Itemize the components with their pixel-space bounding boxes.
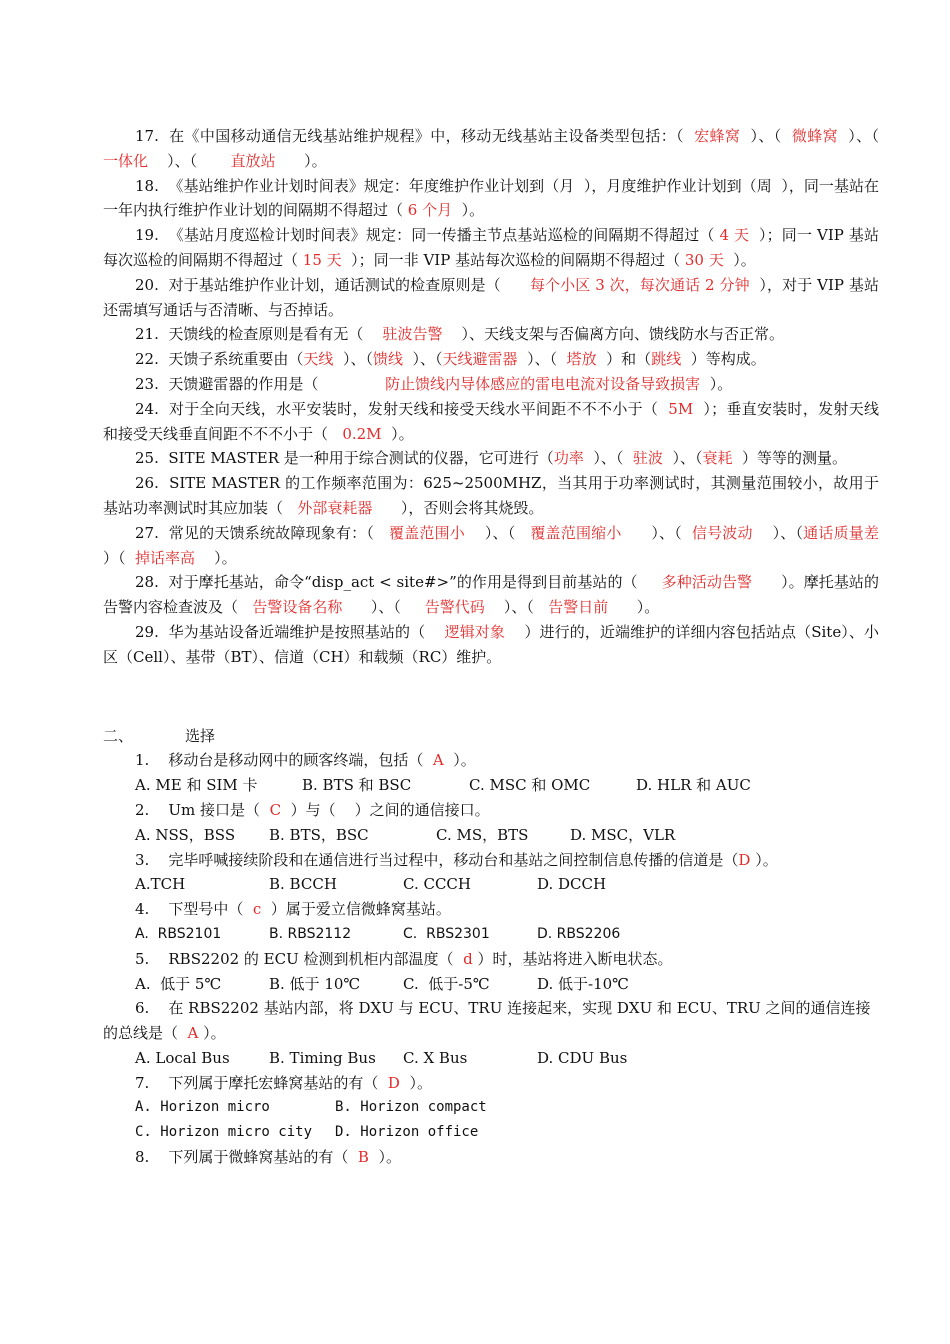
answer-text: 衰耗 <box>702 449 733 468</box>
answer-option: A. Local Bus <box>135 1048 230 1067</box>
option-row <box>103 1095 879 1120</box>
option-row <box>103 922 879 947</box>
option-row <box>103 1046 879 1071</box>
section-title: 选择 <box>185 726 216 745</box>
answer-option: D. CDU Bus <box>537 1048 628 1067</box>
answer-option: A. 低于 5℃ <box>135 974 222 993</box>
answer-option: A. ME 和 SIM 卡 <box>135 776 258 795</box>
question-text: 3. 完毕呼喊接续阶段和在通信进行当过程中，移动台和基站之间控制信息传播的信道是（ <box>135 850 739 869</box>
answer-text: 功率 <box>553 449 584 468</box>
question-text: 6. 在 RBS2202 基站内部，将 DXU 与 ECU、TRU 连接起来，实现 DXU 和 ECU、TRU 之间的通信连接的总线是（ <box>103 999 871 1043</box>
question-text: 4. 下型号中（ <box>135 900 253 919</box>
question-text: ）、（ <box>837 127 889 145</box>
answer-option: A. Horizon micro <box>135 1099 270 1116</box>
answer-text: d <box>463 949 473 968</box>
answer-text: 掉话率高 <box>135 548 196 567</box>
answer-option: C. RBS2301 <box>403 925 490 942</box>
answer-text: 外部衰耗器 <box>297 498 373 517</box>
answer-text: C <box>269 800 282 819</box>
answer-option: B. BCCH <box>269 875 337 894</box>
fill-question-q25 <box>103 446 879 471</box>
answer-text: 馈线 <box>372 350 403 369</box>
fill-question-q29 <box>103 620 879 670</box>
answer-text: 每个小区 3 次，每次通话 2 分钟 <box>529 275 750 294</box>
fill-question-q23 <box>103 372 879 397</box>
choice-question-c6 <box>103 996 879 1046</box>
question-text: ）时，基站将进入断电状态。 <box>472 949 673 968</box>
answer-text: 逻辑对象 <box>444 622 505 641</box>
answer-option: A. RBS2101 <box>135 925 222 942</box>
question-text: ）等等的测量。 <box>732 449 848 468</box>
fill-question-q26 <box>103 471 879 521</box>
answer-option: B. BTS，BSC <box>269 825 369 844</box>
answer-text: 通话质量差 <box>803 523 879 542</box>
question-text: ）。 <box>443 751 476 770</box>
question-text: ）进行的，近端维护的详细内容包括站点（Site）、小区（Cell）、基带（BT）、信道（CH）和载频（RC）维护。 <box>103 622 879 666</box>
answer-option: C. MSC 和 OMC <box>469 776 591 795</box>
question-text: ）；同一非 VIP 基站每次巡检的间隔期不得超过（ <box>341 250 685 269</box>
question-text: ）与（ ）之间的通信接口。 <box>281 800 490 819</box>
choice-question-c8 <box>103 1145 879 1170</box>
question-text: 8. 下列属于微蜂窝基站的有（ <box>135 1148 358 1167</box>
fill-question-q17 <box>103 124 889 174</box>
fill-question-q27 <box>103 521 899 571</box>
document-body <box>103 124 899 1170</box>
fill-question-q19 <box>103 223 879 273</box>
answer-option: B. 低于 10℃ <box>269 974 361 993</box>
choice-question-c5 <box>103 947 879 972</box>
answer-option: D. Horizon office <box>335 1124 479 1141</box>
answer-option: B. RBS2112 <box>269 925 352 942</box>
question-text: ）。 <box>381 424 414 443</box>
question-text: 29. 华为基站设备近端维护是按照基站的（ <box>135 622 445 641</box>
section-heading <box>103 724 879 749</box>
fill-in-section <box>103 124 899 670</box>
answer-text: A <box>432 751 444 770</box>
question-text: ）、（ <box>583 449 633 468</box>
question-text: ）。 <box>275 151 327 170</box>
option-row <box>103 972 879 997</box>
question-text: ）。 <box>452 201 485 220</box>
question-text: ）。 <box>195 548 237 567</box>
question-text: ）。 <box>368 1148 401 1167</box>
question-text: 2. Um 接口是（ <box>135 800 270 819</box>
answer-text: 驻波 <box>632 449 663 468</box>
answer-text: 直放站 <box>230 151 276 170</box>
question-text: ）。 <box>723 250 756 269</box>
answer-text: D <box>387 1073 400 1092</box>
question-text: ）、（ <box>662 449 703 468</box>
question-text: 1. 移动台是移动网中的顾客终端，包括（ <box>135 751 433 770</box>
question-text: 7. 下列属于摩托宏蜂窝基站的有（ <box>135 1073 388 1092</box>
answer-option: A.TCH <box>135 875 186 894</box>
question-text: 28. 对于摩托基站，命令“disp_act < site#>”的作用是得到目前基站的（ <box>135 573 662 592</box>
answer-text: 宏蜂窝 <box>694 127 741 145</box>
answer-option: B. BTS 和 BSC <box>302 776 412 795</box>
question-text: ）、（ <box>402 350 443 369</box>
question-text: ），对于 VIP 基站还需填写通话与否清晰、与否掉话。 <box>103 275 879 319</box>
question-text: 24. 对于全向天线，水平安装时，发射天线和接受天线水平间距不不不小于（ <box>135 399 669 418</box>
answer-option: C. 低于-5℃ <box>403 974 490 993</box>
answer-text: 0.2M <box>342 424 382 443</box>
fill-question-q20 <box>103 273 879 323</box>
question-text: ）、（ <box>464 523 531 542</box>
fill-question-q18 <box>103 174 879 224</box>
choice-section <box>103 724 879 1170</box>
answer-text: 微蜂窝 <box>791 127 838 145</box>
answer-text: 4 天 <box>719 226 750 245</box>
answer-option: A. NSS，BSS <box>135 825 236 844</box>
answer-option: C. CCCH <box>403 875 471 894</box>
fill-question-q22 <box>103 347 879 372</box>
option-row <box>103 1120 879 1145</box>
answer-option: D. HLR 和 AUC <box>636 776 751 795</box>
answer-text: 跳线 <box>651 350 682 369</box>
question-text: 27. 常见的天馈系统故障现象有：（ <box>135 523 389 542</box>
answer-text: 塔放 <box>566 350 597 369</box>
answer-option: B. Horizon compact <box>335 1099 487 1116</box>
answer-text: 天线 <box>303 350 334 369</box>
question-text: ），否则会将其烧毁。 <box>372 498 544 517</box>
answer-text: 多种活动告警 <box>661 573 753 592</box>
question-text: ）属于爱立信微蜂窝基站。 <box>261 900 451 919</box>
option-row <box>103 773 879 798</box>
question-text: ）。摩托基站的告警内容检查波及（ <box>103 573 879 617</box>
question-text: 18. 《基站维护作业计划时间表》规定：年度维护作业计划到（月 ），月度维护作业计划到（周 ），同一基站在一年内执行维护作业计划的间隔期不得超过（ <box>103 176 879 220</box>
choice-question-list <box>103 748 879 1170</box>
answer-text: A <box>187 1024 199 1043</box>
answer-text: 覆盖范围缩小 <box>530 523 622 542</box>
question-text: 19. 《基站月度巡检计划时间表》规定：同一传播主节点基站巡检的间隔期不得超过（ <box>135 226 720 245</box>
answer-option: B. Timing Bus <box>269 1048 376 1067</box>
answer-text: 告警代码 <box>424 598 485 617</box>
fill-question-q21 <box>103 322 879 347</box>
choice-question-c4 <box>103 897 879 922</box>
answer-text: 一体化 <box>103 151 149 170</box>
question-text: ）；同一 VIP 基站每次巡检的间隔期不得超过（ <box>103 226 879 269</box>
answer-option: D. 低于-10℃ <box>537 974 629 993</box>
answer-option: D. MSC，VLR <box>570 825 676 844</box>
section-number: 二、 <box>103 726 134 745</box>
answer-text: 信号波动 <box>691 523 753 542</box>
answer-text: 30 天 <box>684 250 724 269</box>
question-text: ）（ <box>103 523 899 567</box>
question-text: ）。 <box>608 598 660 617</box>
question-text: 25. SITE MASTER 是一种用于综合测试的仪器，它可进行（ <box>135 449 554 468</box>
option-row <box>103 872 879 897</box>
question-text: 21. 天馈线的检查原则是看有无（ <box>135 325 383 344</box>
answer-text: 告警日前 <box>548 598 609 617</box>
question-text: ）。 <box>399 1073 432 1092</box>
question-text: ）、天线支架与否偏离方向、馈线防水与否正常。 <box>442 325 785 344</box>
answer-text: D <box>738 850 751 869</box>
question-text: ）、（ <box>517 350 567 369</box>
question-text: ）、（ <box>484 598 549 617</box>
answer-text: 驻波告警 <box>382 325 443 344</box>
choice-question-c1 <box>103 748 879 773</box>
question-text: 23. 天馈避雷器的作用是（ <box>135 374 386 393</box>
answer-text: 5M <box>668 399 694 418</box>
fill-question-q28 <box>103 570 879 620</box>
answer-text: 天线避雷器 <box>442 350 518 369</box>
question-text: ）；垂直安装时，发射天线和接受天线垂直间距不不不小于（ <box>103 399 879 443</box>
choice-question-c3 <box>103 848 879 873</box>
question-text: ）等构成。 <box>681 350 766 369</box>
question-text: ）、（ <box>740 127 792 145</box>
answer-option: C. X Bus <box>403 1048 468 1067</box>
answer-option: D. RBS2206 <box>537 925 621 942</box>
answer-option: D. DCCH <box>537 875 607 894</box>
answer-option: C. MS，BTS <box>436 825 529 844</box>
answer-text: 15 天 <box>302 250 342 269</box>
question-text: ）。 <box>700 374 733 393</box>
choice-question-c7 <box>103 1071 879 1096</box>
question-text: ）、（ <box>752 523 804 542</box>
answer-text: 告警设备名称 <box>252 598 343 617</box>
fill-question-q24 <box>103 397 879 447</box>
question-text: ）。 <box>750 850 778 869</box>
answer-text: 覆盖范围小 <box>388 523 465 542</box>
answer-text: B <box>357 1148 369 1167</box>
question-text: 17. 在《中国移动通信无线基站维护规程》中，移动无线基站主设备类型包括：（ <box>135 127 695 145</box>
question-text: 26. SITE MASTER 的工作频率范围为：625~2500MHZ，当其用于功率测试时，其测量范围较小，故用于基站功率测试时其应加装（ <box>103 474 879 517</box>
question-text: 5. RBS2202 的 ECU 检测到机柜内部温度（ <box>135 949 464 968</box>
answer-text: 防止馈线内导体感应的雷电电流对设备导致损害 <box>385 374 701 393</box>
question-text: ）、（ <box>148 151 231 170</box>
question-text: ）。 <box>198 1024 226 1043</box>
question-text: ）和（ <box>596 350 652 369</box>
option-row <box>103 823 879 848</box>
answer-text: c <box>252 900 262 919</box>
question-text: ）、（ <box>621 523 692 542</box>
choice-question-c2 <box>103 798 879 823</box>
answer-option: C. Horizon micro city <box>135 1124 313 1141</box>
question-text: ）、（ <box>342 598 425 617</box>
question-text: 22. 天馈子系统重要由（ <box>135 350 304 369</box>
answer-text: 6 个月 <box>407 201 453 220</box>
question-text: 20. 对于基站维护作业计划，通话测试的检查原则是（ <box>135 275 530 294</box>
question-text: ）、（ <box>333 350 373 369</box>
